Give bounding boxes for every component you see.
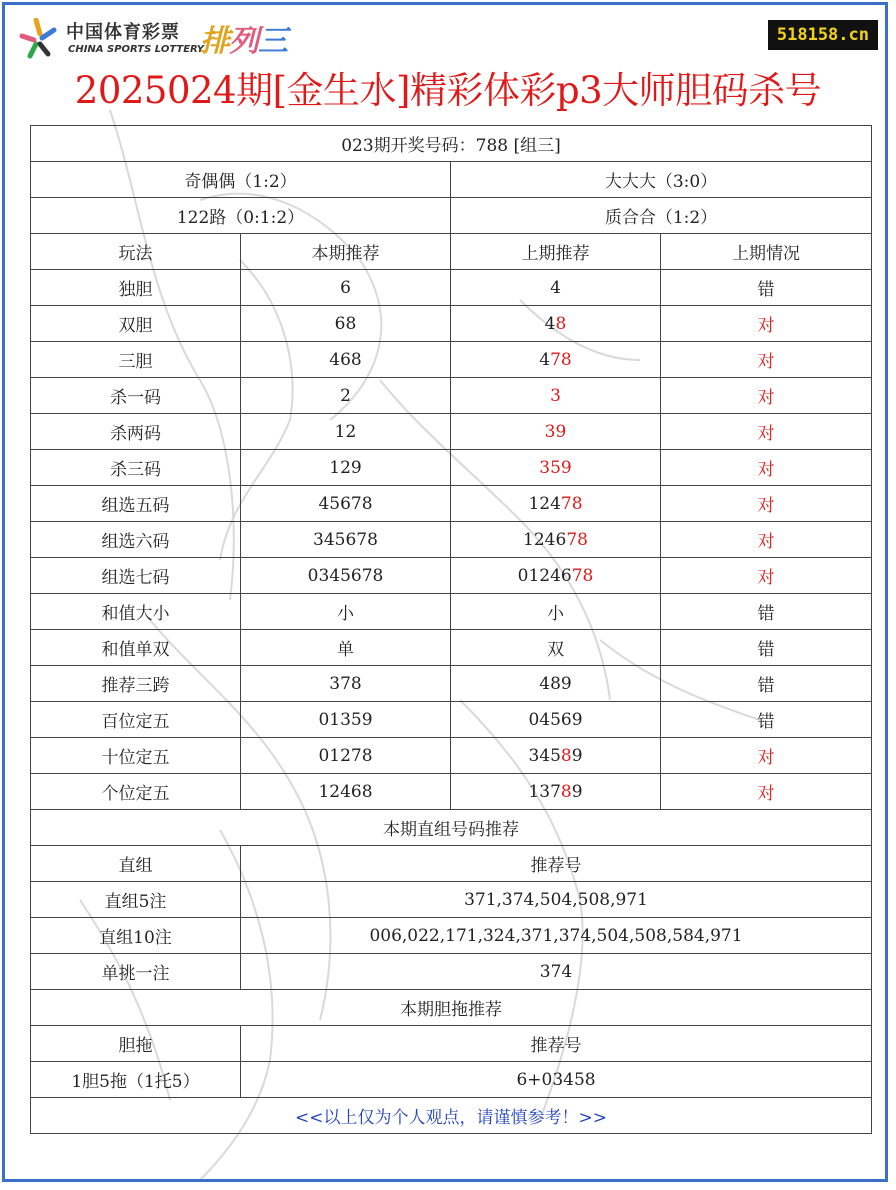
miss-digits: 345 (528, 745, 561, 766)
section-title: 本期胆拖推荐 (31, 990, 872, 1026)
current-pick-cell: 68 (241, 306, 451, 342)
play-cell: 三胆 (31, 342, 241, 378)
miss-digits: 双 (547, 640, 564, 660)
section-title-row (31, 810, 872, 846)
previous-pick-cell (451, 378, 661, 414)
hit-digits: 3 (550, 385, 561, 406)
logo-chinese-text: 中国体育彩票 (66, 22, 180, 43)
pick-value-cell: 374 (241, 954, 872, 990)
play-cell: 组选五码 (31, 486, 241, 522)
play-cell: 和值大小 (31, 594, 241, 630)
miss-digits: 4 (550, 277, 561, 298)
summary-row (31, 198, 872, 234)
previous-pick-cell (451, 522, 661, 558)
current-pick-cell: 378 (241, 666, 451, 702)
miss-digits: 04569 (528, 709, 583, 730)
footer-row (31, 1098, 872, 1134)
pick-label-cell: 直组5注 (31, 882, 241, 918)
previous-pick-cell (451, 666, 661, 702)
play-cell: 杀三码 (31, 450, 241, 486)
result-cell: 对 (661, 414, 872, 450)
summary-row (31, 162, 872, 198)
miss-digits: 01246 (517, 565, 572, 586)
table-row (31, 270, 872, 306)
table-row (31, 414, 872, 450)
table-row (31, 558, 872, 594)
miss-digits: 小 (547, 604, 564, 624)
previous-pick-cell (451, 486, 661, 522)
play-cell: 双胆 (31, 306, 241, 342)
previous-pick-cell (451, 702, 661, 738)
result-cell: 对 (661, 450, 872, 486)
big-small-cell: 大大大（3:0） (451, 162, 872, 198)
hit-digits: 39 (544, 421, 567, 442)
current-pick-cell: 129 (241, 450, 451, 486)
previous-pick-cell (451, 414, 661, 450)
current-pick-cell: 01278 (241, 738, 451, 774)
hit-digits: 78 (571, 565, 594, 586)
table-row (31, 630, 872, 666)
section-header: 推荐号 (241, 846, 872, 882)
miss-digits: 489 (539, 673, 572, 694)
miss-digits: 4 (544, 313, 556, 334)
column-header: 本期推荐 (241, 234, 451, 270)
column-header: 玩法 (31, 234, 241, 270)
prediction-table (30, 125, 872, 1134)
current-pick-cell: 12 (241, 414, 451, 450)
result-cell: 错 (661, 630, 872, 666)
miss-digits: 1246 (523, 529, 567, 550)
result-cell: 对 (661, 378, 872, 414)
previous-pick-cell (451, 774, 661, 810)
site-badge[interactable]: 518158.cn (768, 20, 878, 50)
previous-pick-cell (451, 306, 661, 342)
hit-digits: 8 (555, 313, 567, 334)
previous-pick-cell (451, 558, 661, 594)
pick-value-cell: 371,374,504,508,971 (241, 882, 872, 918)
play-cell: 杀一码 (31, 378, 241, 414)
hit-digits: 359 (539, 457, 572, 478)
result-cell: 对 (661, 522, 872, 558)
odd-even-cell: 奇偶偶（1:2） (31, 162, 451, 198)
table-row (31, 774, 872, 810)
play-cell: 推荐三跨 (31, 666, 241, 702)
hit-digits: 78 (566, 529, 588, 550)
miss-digits: 124 (528, 493, 561, 514)
current-pick-cell: 2 (241, 378, 451, 414)
play-cell: 百位定五 (31, 702, 241, 738)
result-cell: 对 (661, 486, 872, 522)
play-cell: 十位定五 (31, 738, 241, 774)
miss-digits: 9 (571, 781, 583, 802)
table-row (31, 666, 872, 702)
miss-digits: 9 (571, 745, 583, 766)
pick-value-cell: 006,022,171,324,371,374,504,508,584,971 (241, 918, 872, 954)
section-header-row (31, 846, 872, 882)
result-cell: 错 (661, 270, 872, 306)
previous-pick-cell (451, 738, 661, 774)
result-cell: 对 (661, 558, 872, 594)
hit-digits: 8 (560, 781, 572, 802)
current-pick-cell: 小 (241, 594, 451, 630)
play-cell: 和值单双 (31, 630, 241, 666)
play-cell: 组选六码 (31, 522, 241, 558)
hit-digits: 78 (550, 349, 572, 370)
previous-pick-cell (451, 450, 661, 486)
table-row (31, 342, 872, 378)
page-title: 2025024期[金生水]精彩体彩p3大师胆码杀号 (74, 69, 822, 112)
pick-value-cell: 6+03458 (241, 1062, 872, 1098)
table-row (31, 702, 872, 738)
play-cell: 杀两码 (31, 414, 241, 450)
section-header: 推荐号 (241, 1026, 872, 1062)
current-pick-cell: 12468 (241, 774, 451, 810)
hit-digits: 78 (560, 493, 583, 514)
pick-label-cell: 单挑一注 (31, 954, 241, 990)
table-row (31, 954, 872, 990)
current-pick-cell: 6 (241, 270, 451, 306)
column-header: 上期推荐 (451, 234, 661, 270)
road-cell: 122路（0:1:2） (31, 198, 451, 234)
current-pick-cell: 0345678 (241, 558, 451, 594)
footer-note: <<以上仅为个人观点，请谨慎参考！>> (31, 1098, 872, 1134)
prime-cell: 质合合（1:2） (451, 198, 872, 234)
section-title-row (31, 990, 872, 1026)
current-pick-cell: 单 (241, 630, 451, 666)
result-cell: 错 (661, 594, 872, 630)
table-row (31, 1062, 872, 1098)
table-row (31, 918, 872, 954)
hit-digits: 8 (560, 745, 572, 766)
table-row (31, 738, 872, 774)
table-row (31, 522, 872, 558)
table-row (31, 882, 872, 918)
logo-game-name: 排列三 (200, 24, 287, 59)
play-cell: 组选七码 (31, 558, 241, 594)
column-header: 上期情况 (661, 234, 872, 270)
section-header-row (31, 1026, 872, 1062)
logo-english-text: CHINA SPORTS LOTTERY (68, 44, 205, 55)
pick-label-cell: 1胆5拖（1托5） (31, 1062, 241, 1098)
table-row (31, 378, 872, 414)
table-row (31, 486, 872, 522)
previous-pick-cell (451, 342, 661, 378)
lottery-logo (18, 14, 318, 64)
miss-digits: 4 (539, 349, 551, 370)
current-pick-cell: 01359 (241, 702, 451, 738)
current-pick-cell: 345678 (241, 522, 451, 558)
section-title: 本期直组号码推荐 (31, 810, 872, 846)
section-header: 胆拖 (31, 1026, 241, 1062)
previous-pick-cell (451, 270, 661, 306)
result-cell: 对 (661, 738, 872, 774)
play-cell: 独胆 (31, 270, 241, 306)
table-row (31, 594, 872, 630)
lottery-star-icon (18, 18, 58, 60)
miss-digits: 137 (528, 781, 561, 802)
current-pick-cell: 468 (241, 342, 451, 378)
previous-pick-cell (451, 630, 661, 666)
result-cell: 对 (661, 342, 872, 378)
header (0, 0, 896, 120)
table-row (31, 450, 872, 486)
result-cell: 对 (661, 306, 872, 342)
previous-pick-cell (451, 594, 661, 630)
result-cell: 对 (661, 774, 872, 810)
section-header: 直组 (31, 846, 241, 882)
last-draw-row (31, 126, 872, 162)
table-row (31, 306, 872, 342)
result-cell: 错 (661, 702, 872, 738)
column-header-row (31, 234, 872, 270)
current-pick-cell: 45678 (241, 486, 451, 522)
pick-label-cell: 直组10注 (31, 918, 241, 954)
play-cell: 个位定五 (31, 774, 241, 810)
last-draw-cell: 023期开奖号码：788 [组三] (31, 126, 872, 162)
result-cell: 错 (661, 666, 872, 702)
